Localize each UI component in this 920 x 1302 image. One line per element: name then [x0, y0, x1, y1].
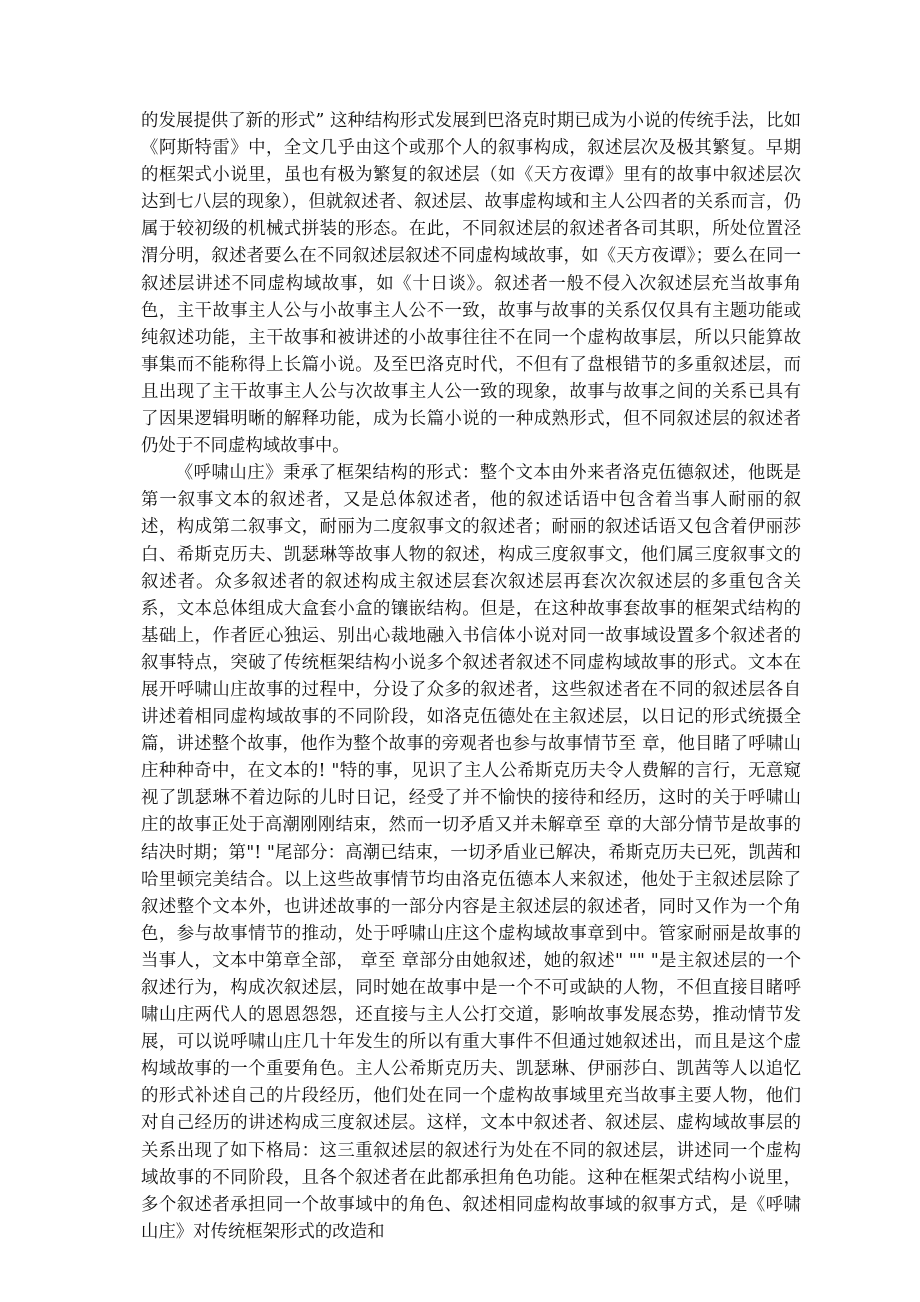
body-text [141, 108, 801, 1246]
paragraph-1: 的发展提供了新的形式” 这种结构形式发展到巴洛克时期已成为小说的传统手法，比如《阿斯特雷》中，全文几乎由这个或那个人的叙事构成，叙述层次及极其繁复。早期的框架式小说里，虽也有极为繁复的叙述层（如《天方夜谭》里有的故事中叙述层次达到七八层的现象），但就叙述者、叙述层、故事虚构域和主人公四者的关系而言，仍属于较初级的机械式拼装的形态。在此，不同叙述层的叙述者各司其职，所处位置泾渭分明，叙述者要么在不同叙述层叙述不同虚构域故事，如《天方夜谭》；要么在同一叙述层讲述不同虚构域故事，如《十日谈》。叙述者一般不侵入次叙述层充当故事角色，主干故事主人公与小故事主人公不一致，故事与故事的关系仅仅具有主题功能或纯叙述功能，主干故事和被讲述的小故事往往不在同一个虚构故事层，所以只能算故事集而不能称得上长篇小说。及至巴洛克时代，不但有了盘根错节的多重叙述层，而且出现了主干故事主人公与次故事主人公一致的现象，故事与故事之间的关系已具有了因果逻辑明晰的解释功能，成为长篇小说的一种成熟形式，但不同叙述层的叙述者仍处于不同虚构域故事中。 [141, 111, 801, 457]
paragraph-2: 《呼啸山庄》秉承了框架结构的形式：整个文本由外来者洛克伍德叙述，他既是第一叙事文本的叙述者，又是总体叙述者，他的叙述话语中包含着当事人耐丽的叙述，构成第二叙事文，耐丽为二度叙事文的叙述者；耐丽的叙述话语又包含着伊丽莎白、希斯克历夫、凯瑟琳等故事人物的叙述，构成三度叙事文，他们属三度叙事文的叙述者。众多叙述者的叙述构成主叙述层套次叙述层再套次次叙述层的多重包含关系，文本总体组成大盒套小盒的镶嵌结构。但是，在这种故事套故事的框架式结构的基础上，作者匠心独运、别出心裁地融入书信体小说对同一故事域设置多个叙述者的叙事特点，突破了传统框架结构小说多个叙述者叙述不同虚构域故事的形式。文本在展开呼啸山庄故事的过程中，分设了众多的叙述者，这些叙述者在不同的叙述层各自讲述着相同虚构域故事的不同阶段，如洛克伍德处在主叙述层，以日记的形式统摄全篇，讲述整个故事，他作为整个故事的旁观者也参与故事情节至 章，他目睹了呼啸山庄种种奇中，在文本的! "特的事，见识了主人公希斯克历夫令人费解的言行，无意窥视了凯瑟琳不着边际的儿时日记，经受了并不愉快的接待和经历，这时的关于呼啸山庄的故事正处于高潮刚刚结束，然而一切矛盾又并未解章至 章的大部分情节是故事的结决时期；第"! "尾部分：高潮已结束，一切矛盾业已解决，希斯克历夫已死，凯茜和哈里顿完美结合。以上这些故事情节均由洛克伍德本人来叙述，他处于主叙述层除了叙述整个文本外，也讲述故事的一部分内容是主叙述层的叙述者，同时又作为一个角色，参与故事情节的推动，处于呼啸山庄这个虚构域故事章到中。管家耐丽是故事的当事人，文本中第章全部， 章至 章部分由她叙述，她的叙述" "" "是主叙述层的一个叙述行为，构成次叙述层，同时她在故事中是一个不可或缺的人物，不但直接目睹呼啸山庄两代人的恩恩怨怨，还直接与主人公打交道，影响故事发展态势，推动情节发展，可以说呼啸山庄几十年发生的所以有重大事件不但通过她叙述出，而且是这个虚构域故事的一个重要角色。主人公希斯克历夫、凯瑟琳、伊丽莎白、凯茜等人以追忆的形式补述自己的片段经历，他们处在同一个虚构故事域里充当故事主要人物，他们对自己经历的讲述构成三度叙述层。这样，文本中叙述者、叙述层、虚构域故事层的关系出现了如下格局：这三重叙述层的叙述行为处在不同的叙述层，讲述同一个虚构域故事的不同阶段，且各个叙述者在此都承担角色功能。这种在框架式结构小说里，多个叙述者承担同一个故事域中的角色、叙述相同虚构故事域的叙事方式，是《呼啸山庄》对传统框架形式的改造和 [141, 463, 801, 1242]
